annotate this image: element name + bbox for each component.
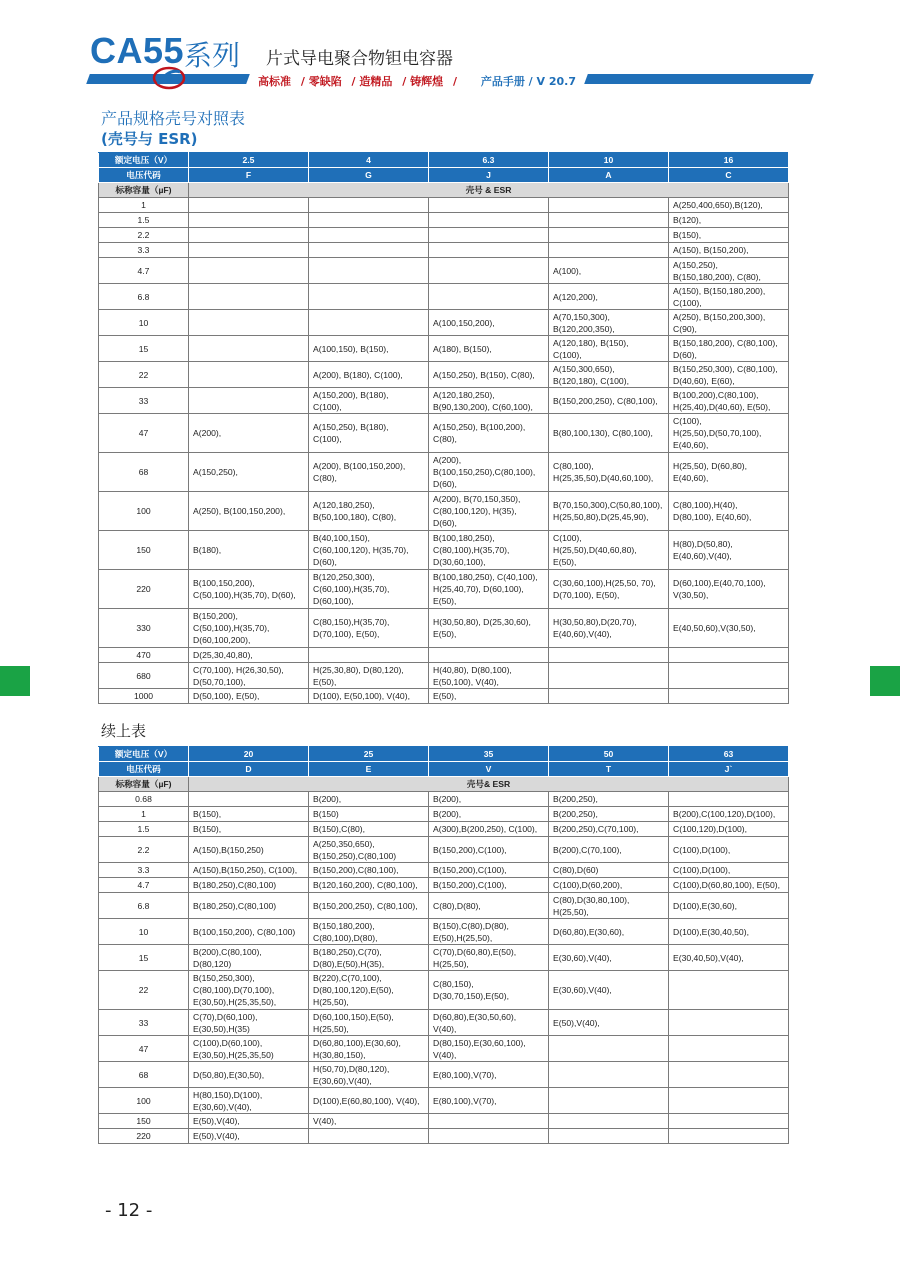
case-esr-cell: A(120,200), bbox=[549, 284, 669, 310]
case-esr-cell: E(50),V(40), bbox=[189, 1114, 309, 1129]
case-esr-cell bbox=[189, 213, 309, 228]
case-esr-cell: B(150,200,250), C(80,100), bbox=[309, 893, 429, 919]
case-esr-cell: B(150,200),C(100), bbox=[429, 837, 549, 863]
case-esr-cell: A(250,400,650),B(120), bbox=[669, 198, 789, 213]
table-row bbox=[99, 570, 789, 609]
case-esr-cell: E(80,100),V(70), bbox=[429, 1088, 549, 1114]
case-esr-cell: A(200), B(70,150,350), C(80,100,120), H(35), D(60), bbox=[429, 492, 549, 531]
slogan-5: / bbox=[452, 75, 457, 88]
company-logo-icon bbox=[152, 66, 186, 90]
case-esr-cell: C(100),D(100), bbox=[669, 837, 789, 863]
capacitance-cell: 15 bbox=[99, 945, 189, 971]
voltage-code-row bbox=[99, 168, 789, 183]
product-name: 片式导电聚合物钽电容器 bbox=[266, 49, 453, 69]
capacitance-cell: 150 bbox=[99, 531, 189, 570]
case-esr-cell bbox=[669, 1088, 789, 1114]
case-esr-cell bbox=[669, 1114, 789, 1129]
case-esr-cell: A(150,250), B(100,200), C(80), bbox=[429, 414, 549, 453]
case-esr-cell: B(120), bbox=[669, 213, 789, 228]
case-esr-cell: D(100), E(50,100), V(40), bbox=[309, 689, 429, 704]
slogan-line bbox=[258, 73, 582, 89]
table-row bbox=[99, 1036, 789, 1062]
code-cell: F bbox=[189, 168, 309, 183]
table-row bbox=[99, 807, 789, 822]
case-esr-cell: C(100), H(25,50),D(50,70,100), E(40,60), bbox=[669, 414, 789, 453]
voltage-cell: 25 bbox=[309, 747, 429, 762]
slogan-4: / 铸辉煌 bbox=[402, 75, 444, 88]
side-tab-right bbox=[870, 666, 900, 696]
case-esr-cell: B(150), bbox=[189, 807, 309, 822]
table-row bbox=[99, 213, 789, 228]
case-esr-cell: B(120,250,300), C(60,100),H(35,70), D(60,100), bbox=[309, 570, 429, 609]
case-esr-cell: B(150), bbox=[189, 822, 309, 837]
case-esr-cell bbox=[309, 284, 429, 310]
case-esr-cell bbox=[429, 648, 549, 663]
case-esr-cell: C(100),D(60,100), E(30,50),H(25,35,50) bbox=[189, 1036, 309, 1062]
capacitance-cell: 6.8 bbox=[99, 284, 189, 310]
case-esr-cell: C(80,100),H(40), D(80,100), E(40,60), bbox=[669, 492, 789, 531]
capacitance-cell: 220 bbox=[99, 570, 189, 609]
case-esr-label: 壳号 & ESR bbox=[189, 183, 789, 198]
capacitance-cell: 10 bbox=[99, 310, 189, 336]
case-esr-cell bbox=[309, 213, 429, 228]
case-esr-cell: E(80,100),V(70), bbox=[429, 1062, 549, 1088]
case-esr-cell: B(70,150,300),C(50,80,100), H(25,50,80),D(25,45,90), bbox=[549, 492, 669, 531]
capacitance-cell: 22 bbox=[99, 362, 189, 388]
case-esr-cell: B(150),C(80),D(80), E(50),H(25,50), bbox=[429, 919, 549, 945]
case-esr-cell: E(30,60),V(40), bbox=[549, 945, 669, 971]
capacitance-cell: 4.7 bbox=[99, 878, 189, 893]
capacitance-header-row bbox=[99, 183, 789, 198]
case-esr-cell: A(200), B(180), C(100), bbox=[309, 362, 429, 388]
case-esr-cell bbox=[669, 1129, 789, 1144]
table-row bbox=[99, 863, 789, 878]
case-esr-cell bbox=[189, 228, 309, 243]
case-esr-cell: A(150), B(150,200), bbox=[669, 243, 789, 258]
capacitance-cell: 150 bbox=[99, 1114, 189, 1129]
case-esr-cell: B(200,250), bbox=[549, 807, 669, 822]
capacitance-cell: 3.3 bbox=[99, 243, 189, 258]
case-esr-cell bbox=[189, 336, 309, 362]
spec-table-1 bbox=[98, 152, 789, 704]
case-esr-cell: A(100,150,200), bbox=[429, 310, 549, 336]
voltage-cell: 50 bbox=[549, 747, 669, 762]
voltage-code-label: 电压代码 bbox=[99, 762, 189, 777]
case-esr-cell: C(80,100), H(25,35,50),D(40,60,100), bbox=[549, 453, 669, 492]
case-esr-cell: E(50), bbox=[429, 689, 549, 704]
slogan-1: 高标准 bbox=[258, 75, 291, 88]
case-esr-cell bbox=[429, 1129, 549, 1144]
case-esr-cell bbox=[549, 648, 669, 663]
table-row bbox=[99, 388, 789, 414]
table-row bbox=[99, 228, 789, 243]
case-esr-cell bbox=[309, 310, 429, 336]
case-esr-cell bbox=[549, 1114, 669, 1129]
side-tab-left bbox=[0, 666, 30, 696]
table-row bbox=[99, 648, 789, 663]
table-row bbox=[99, 492, 789, 531]
case-esr-cell: C(100),D(60,80,100), E(50), bbox=[669, 878, 789, 893]
case-esr-cell: D(80,150),E(30,60,100), V(40), bbox=[429, 1036, 549, 1062]
case-esr-cell: C(80),D(30,80,100), H(25,50), bbox=[549, 893, 669, 919]
capacitance-cell: 220 bbox=[99, 1129, 189, 1144]
table-row bbox=[99, 893, 789, 919]
case-esr-cell bbox=[429, 228, 549, 243]
capacitance-cell: 1.5 bbox=[99, 822, 189, 837]
table-row bbox=[99, 837, 789, 863]
case-esr-cell bbox=[669, 663, 789, 689]
code-cell: T bbox=[549, 762, 669, 777]
case-esr-cell: A(150,250), B(150), C(80), bbox=[429, 362, 549, 388]
table-row bbox=[99, 198, 789, 213]
series-label: 系列 bbox=[184, 39, 241, 72]
case-esr-cell: B(150,180,200), C(80,100),D(80), bbox=[309, 919, 429, 945]
table-row bbox=[99, 971, 789, 1010]
case-esr-cell bbox=[549, 663, 669, 689]
case-esr-cell: A(120,180), B(150), C(100), bbox=[549, 336, 669, 362]
case-esr-cell bbox=[549, 213, 669, 228]
case-esr-cell: B(150,180,200), C(80,100), D(60), bbox=[669, 336, 789, 362]
case-esr-cell: B(80,100,130), C(80,100), bbox=[549, 414, 669, 453]
case-esr-cell: E(30,60),V(40), bbox=[549, 971, 669, 1010]
case-esr-cell: A(200), B(100,150,250),C(80,100), D(60), bbox=[429, 453, 549, 492]
table-row bbox=[99, 284, 789, 310]
case-esr-cell: D(25,30,40,80), bbox=[189, 648, 309, 663]
table-row bbox=[99, 919, 789, 945]
rated-voltage-label: 额定电压（V） bbox=[99, 747, 189, 762]
capacitance-cell: 100 bbox=[99, 1088, 189, 1114]
capacitance-cell: 33 bbox=[99, 1010, 189, 1036]
capacitance-cell: 2.2 bbox=[99, 837, 189, 863]
case-esr-cell: C(70),D(60,80),E(50), H(25,50), bbox=[429, 945, 549, 971]
case-esr-cell: B(100,180,250), C(80,100),H(35,70), D(30,60,100), bbox=[429, 531, 549, 570]
case-esr-cell: B(200,250), bbox=[549, 792, 669, 807]
case-esr-cell: B(220),C(70,100), D(80,100,120),E(50), H(25,50), bbox=[309, 971, 429, 1010]
table-row bbox=[99, 1010, 789, 1036]
slogan-2: / 零缺陷 bbox=[300, 75, 342, 88]
case-esr-cell bbox=[429, 213, 549, 228]
case-esr-cell: V(40), bbox=[309, 1114, 429, 1129]
case-esr-cell: C(100),D(100), bbox=[669, 863, 789, 878]
case-esr-cell: D(60,100,150),E(50), H(25,50), bbox=[309, 1010, 429, 1036]
case-esr-cell: C(30,60,100),H(25,50, 70), D(70,100), E(50), bbox=[549, 570, 669, 609]
table-row bbox=[99, 792, 789, 807]
continued-label: 续上表 bbox=[101, 722, 147, 740]
case-esr-cell: C(100),D(60,200), bbox=[549, 878, 669, 893]
case-esr-cell: C(70),D(60,100), E(30,50),H(35) bbox=[189, 1010, 309, 1036]
case-esr-cell: B(100,150,200), C(50,100),H(35,70), D(60), bbox=[189, 570, 309, 609]
case-esr-cell: D(60,80),E(30,60), bbox=[549, 919, 669, 945]
table-row bbox=[99, 945, 789, 971]
case-esr-cell bbox=[309, 648, 429, 663]
case-esr-cell: H(30,50,80), D(25,30,60), E(50), bbox=[429, 609, 549, 648]
case-esr-cell bbox=[189, 284, 309, 310]
manual-version: 产品手册 / V 20.7 bbox=[480, 75, 576, 88]
capacitance-cell: 0.68 bbox=[99, 792, 189, 807]
case-esr-cell: B(200), bbox=[429, 792, 549, 807]
case-esr-cell: H(50,70),D(80,120), E(30,60),V(40), bbox=[309, 1062, 429, 1088]
table-row bbox=[99, 1088, 789, 1114]
case-esr-cell bbox=[189, 388, 309, 414]
case-esr-cell: H(80),D(50,80), E(40,60),V(40), bbox=[669, 531, 789, 570]
capacitance-cell: 2.2 bbox=[99, 228, 189, 243]
case-esr-cell: C(80,150),H(35,70), D(70,100), E(50), bbox=[309, 609, 429, 648]
slogan-3: / 造精品 bbox=[351, 75, 393, 88]
case-esr-cell bbox=[669, 971, 789, 1010]
case-esr-cell: B(200),C(100,120),D(100), bbox=[669, 807, 789, 822]
case-esr-cell: D(60,100),E(40,70,100), V(30,50), bbox=[669, 570, 789, 609]
case-esr-cell: A(200), B(100,150,200), C(80), bbox=[309, 453, 429, 492]
case-esr-cell: C(80),D(60) bbox=[549, 863, 669, 878]
case-esr-cell: B(180,250),C(80,100) bbox=[189, 893, 309, 919]
code-cell: E bbox=[309, 762, 429, 777]
code-cell: C bbox=[669, 168, 789, 183]
capacitance-cell: 47 bbox=[99, 1036, 189, 1062]
brand-title: CA55 bbox=[90, 30, 185, 71]
case-esr-cell bbox=[309, 1129, 429, 1144]
case-esr-cell: B(180,250),C(70), D(80),E(50),H(35), bbox=[309, 945, 429, 971]
section-subtitle: (壳号与 ESR) bbox=[101, 130, 198, 148]
table-row bbox=[99, 531, 789, 570]
table-row bbox=[99, 414, 789, 453]
voltage-cell: 16 bbox=[669, 153, 789, 168]
table-row bbox=[99, 258, 789, 284]
case-esr-cell: D(50,100), E(50), bbox=[189, 689, 309, 704]
case-esr-cell: A(70,150,300), B(120,200,350), bbox=[549, 310, 669, 336]
case-esr-cell: B(150,200,250), C(80,100), bbox=[549, 388, 669, 414]
case-esr-cell: B(150) bbox=[309, 807, 429, 822]
case-esr-cell: A(120,180,250), B(50,100,180), C(80), bbox=[309, 492, 429, 531]
case-esr-cell bbox=[429, 243, 549, 258]
case-esr-cell bbox=[309, 258, 429, 284]
case-esr-cell: A(150),B(150,250) bbox=[189, 837, 309, 863]
case-esr-cell: A(150,300,650), B(120,180), C(100), bbox=[549, 362, 669, 388]
case-esr-cell bbox=[189, 258, 309, 284]
case-esr-cell bbox=[189, 310, 309, 336]
capacitance-cell: 10 bbox=[99, 919, 189, 945]
case-esr-cell bbox=[549, 1088, 669, 1114]
capacitance-cell: 6.8 bbox=[99, 893, 189, 919]
page-number: - 12 - bbox=[105, 1200, 153, 1221]
table-row bbox=[99, 243, 789, 258]
capacitance-cell: 1 bbox=[99, 198, 189, 213]
rated-voltage-label: 额定电压（V） bbox=[99, 153, 189, 168]
case-esr-cell: B(150,200),C(80,100), bbox=[309, 863, 429, 878]
case-esr-cell: A(100,150), B(150), bbox=[309, 336, 429, 362]
case-esr-cell bbox=[549, 689, 669, 704]
capacitance-cell: 15 bbox=[99, 336, 189, 362]
table-row bbox=[99, 1114, 789, 1129]
case-esr-cell bbox=[549, 1129, 669, 1144]
case-esr-cell: H(40,80), D(80,100), E(50,100), V(40), bbox=[429, 663, 549, 689]
voltage-cell: 20 bbox=[189, 747, 309, 762]
case-esr-cell: B(200), bbox=[309, 792, 429, 807]
capacitance-cell: 1 bbox=[99, 807, 189, 822]
capacitance-cell: 1.5 bbox=[99, 213, 189, 228]
case-esr-cell: D(100),E(30,60), bbox=[669, 893, 789, 919]
code-cell: J` bbox=[669, 762, 789, 777]
table-row bbox=[99, 822, 789, 837]
capacitance-cell: 68 bbox=[99, 1062, 189, 1088]
case-esr-cell bbox=[189, 243, 309, 258]
case-esr-cell: B(100,200),C(80,100), H(25,40),D(40,60), E(50), bbox=[669, 388, 789, 414]
case-esr-cell bbox=[429, 284, 549, 310]
case-esr-cell bbox=[549, 198, 669, 213]
case-esr-cell bbox=[309, 243, 429, 258]
case-esr-cell: A(100), bbox=[549, 258, 669, 284]
capacitance-cell: 33 bbox=[99, 388, 189, 414]
case-esr-cell: A(150),B(150,250), C(100), bbox=[189, 863, 309, 878]
capacitance-label: 标称容量（µF) bbox=[99, 777, 189, 792]
case-esr-cell: C(80),D(80), bbox=[429, 893, 549, 919]
case-esr-cell: B(200), bbox=[429, 807, 549, 822]
case-esr-cell: A(250), B(100,150,200), bbox=[189, 492, 309, 531]
case-esr-cell: E(30,40,50),V(40), bbox=[669, 945, 789, 971]
case-esr-cell: E(40,50,60),V(30,50), bbox=[669, 609, 789, 648]
case-esr-cell: B(40,100,150), C(60,100,120), H(35,70), D(60), bbox=[309, 531, 429, 570]
case-esr-cell: B(200),C(70,100), bbox=[549, 837, 669, 863]
capacitance-cell: 3.3 bbox=[99, 863, 189, 878]
case-esr-cell: E(50),V(40), bbox=[549, 1010, 669, 1036]
case-esr-cell: H(25,50), D(60,80), E(40,60), bbox=[669, 453, 789, 492]
case-esr-cell bbox=[549, 243, 669, 258]
spec-table-2 bbox=[98, 746, 789, 1144]
case-esr-cell bbox=[309, 228, 429, 243]
code-cell: A bbox=[549, 168, 669, 183]
case-esr-cell: A(180), B(150), bbox=[429, 336, 549, 362]
case-esr-cell: B(150),C(80), bbox=[309, 822, 429, 837]
capacitance-cell: 4.7 bbox=[99, 258, 189, 284]
case-esr-cell bbox=[429, 258, 549, 284]
case-esr-cell: B(180), bbox=[189, 531, 309, 570]
case-esr-cell: B(150), bbox=[669, 228, 789, 243]
capacitance-cell: 68 bbox=[99, 453, 189, 492]
table-row bbox=[99, 453, 789, 492]
table-row bbox=[99, 663, 789, 689]
table-row bbox=[99, 336, 789, 362]
case-esr-label: 壳号& ESR bbox=[189, 777, 789, 792]
capacitance-cell: 47 bbox=[99, 414, 189, 453]
table-row bbox=[99, 1062, 789, 1088]
case-esr-cell bbox=[189, 792, 309, 807]
code-cell: J bbox=[429, 168, 549, 183]
case-esr-cell: C(100), H(25,50),D(40,60,80), E(50), bbox=[549, 531, 669, 570]
voltage-cell: 2.5 bbox=[189, 153, 309, 168]
header-bar-right bbox=[584, 74, 814, 84]
case-esr-cell: C(70,100), H(26,30,50), D(50,70,100), bbox=[189, 663, 309, 689]
table-row bbox=[99, 609, 789, 648]
case-esr-cell bbox=[669, 1062, 789, 1088]
case-esr-cell: B(120,160,200), C(80,100), bbox=[309, 878, 429, 893]
table-row bbox=[99, 310, 789, 336]
table-row bbox=[99, 878, 789, 893]
table-row bbox=[99, 362, 789, 388]
voltage-code-label: 电压代码 bbox=[99, 168, 189, 183]
case-esr-cell: A(300),B(200,250), C(100), bbox=[429, 822, 549, 837]
case-esr-cell: A(250,350,650), B(150,250),C(80,100) bbox=[309, 837, 429, 863]
case-esr-cell: H(80,150),D(100), E(30,60),V(40), bbox=[189, 1088, 309, 1114]
case-esr-cell: A(250), B(150,200,300), C(90), bbox=[669, 310, 789, 336]
case-esr-cell: E(50),V(40), bbox=[189, 1129, 309, 1144]
case-esr-cell bbox=[549, 1062, 669, 1088]
case-esr-cell: B(100,150,200), C(80,100) bbox=[189, 919, 309, 945]
case-esr-cell bbox=[669, 1010, 789, 1036]
case-esr-cell: A(150,250), B(150,180,200), C(80), bbox=[669, 258, 789, 284]
case-esr-cell: B(150,200),C(100), bbox=[429, 878, 549, 893]
case-esr-cell: B(200),C(80,100), D(80,120) bbox=[189, 945, 309, 971]
case-esr-cell: B(200,250),C(70,100), bbox=[549, 822, 669, 837]
capacitance-cell: 100 bbox=[99, 492, 189, 531]
case-esr-cell bbox=[549, 228, 669, 243]
case-esr-cell: B(150,250,300), C(80,100),D(70,100), E(30,50),H(25,35,50), bbox=[189, 971, 309, 1010]
case-esr-cell bbox=[429, 1114, 549, 1129]
capacitance-cell: 22 bbox=[99, 971, 189, 1010]
case-esr-cell bbox=[189, 198, 309, 213]
voltage-code-row bbox=[99, 762, 789, 777]
case-esr-cell: B(180,250),C(80,100) bbox=[189, 878, 309, 893]
case-esr-cell: C(80,150), D(30,70,150),E(50), bbox=[429, 971, 549, 1010]
voltage-cell: 63 bbox=[669, 747, 789, 762]
code-cell: G bbox=[309, 168, 429, 183]
case-esr-cell bbox=[189, 362, 309, 388]
rated-voltage-row bbox=[99, 747, 789, 762]
case-esr-cell bbox=[669, 1036, 789, 1062]
case-esr-cell: D(60,80),E(30,50,60), V(40), bbox=[429, 1010, 549, 1036]
capacitance-cell: 470 bbox=[99, 648, 189, 663]
case-esr-cell: A(150,200), B(180), C(100), bbox=[309, 388, 429, 414]
case-esr-cell bbox=[669, 648, 789, 663]
case-esr-cell bbox=[309, 198, 429, 213]
rated-voltage-row bbox=[99, 153, 789, 168]
table-row bbox=[99, 1129, 789, 1144]
case-esr-cell bbox=[669, 792, 789, 807]
case-esr-cell: H(30,50,80),D(20,70), E(40,60),V(40), bbox=[549, 609, 669, 648]
case-esr-cell: A(150,250), B(180), C(100), bbox=[309, 414, 429, 453]
case-esr-cell: D(50,80),E(30,50), bbox=[189, 1062, 309, 1088]
voltage-cell: 10 bbox=[549, 153, 669, 168]
case-esr-cell: B(150,200), C(50,100),H(35,70), D(60,100,200), bbox=[189, 609, 309, 648]
case-esr-cell: C(100,120),D(100), bbox=[669, 822, 789, 837]
capacitance-cell: 330 bbox=[99, 609, 189, 648]
case-esr-cell: D(60,80,100),E(30,60), H(30,80,150), bbox=[309, 1036, 429, 1062]
case-esr-cell: B(100,180,250), C(40,100), H(25,40,70), D(60,100), E(50), bbox=[429, 570, 549, 609]
capacitance-label: 标称容量（µF) bbox=[99, 183, 189, 198]
case-esr-cell bbox=[429, 198, 549, 213]
case-esr-cell bbox=[669, 689, 789, 704]
code-cell: V bbox=[429, 762, 549, 777]
case-esr-cell: A(150,250), bbox=[189, 453, 309, 492]
case-esr-cell: D(100),E(60,80,100), V(40), bbox=[309, 1088, 429, 1114]
table-row bbox=[99, 689, 789, 704]
case-esr-cell: D(100),E(30,40,50), bbox=[669, 919, 789, 945]
code-cell: D bbox=[189, 762, 309, 777]
case-esr-cell: B(150,200),C(100), bbox=[429, 863, 549, 878]
case-esr-cell: A(150), B(150,180,200), C(100), bbox=[669, 284, 789, 310]
voltage-cell: 4 bbox=[309, 153, 429, 168]
case-esr-cell: A(200), bbox=[189, 414, 309, 453]
capacitance-cell: 1000 bbox=[99, 689, 189, 704]
capacitance-header-row bbox=[99, 777, 789, 792]
case-esr-cell: H(25,30,80), D(80,120), E(50), bbox=[309, 663, 429, 689]
case-esr-cell bbox=[549, 1036, 669, 1062]
voltage-cell: 35 bbox=[429, 747, 549, 762]
voltage-cell: 6.3 bbox=[429, 153, 549, 168]
section-title: 产品规格壳号对照表 bbox=[101, 109, 246, 128]
capacitance-cell: 680 bbox=[99, 663, 189, 689]
case-esr-cell: A(120,180,250), B(90,130,200), C(60,100), bbox=[429, 388, 549, 414]
case-esr-cell: B(150,250,300), C(80,100), D(40,60), E(60), bbox=[669, 362, 789, 388]
